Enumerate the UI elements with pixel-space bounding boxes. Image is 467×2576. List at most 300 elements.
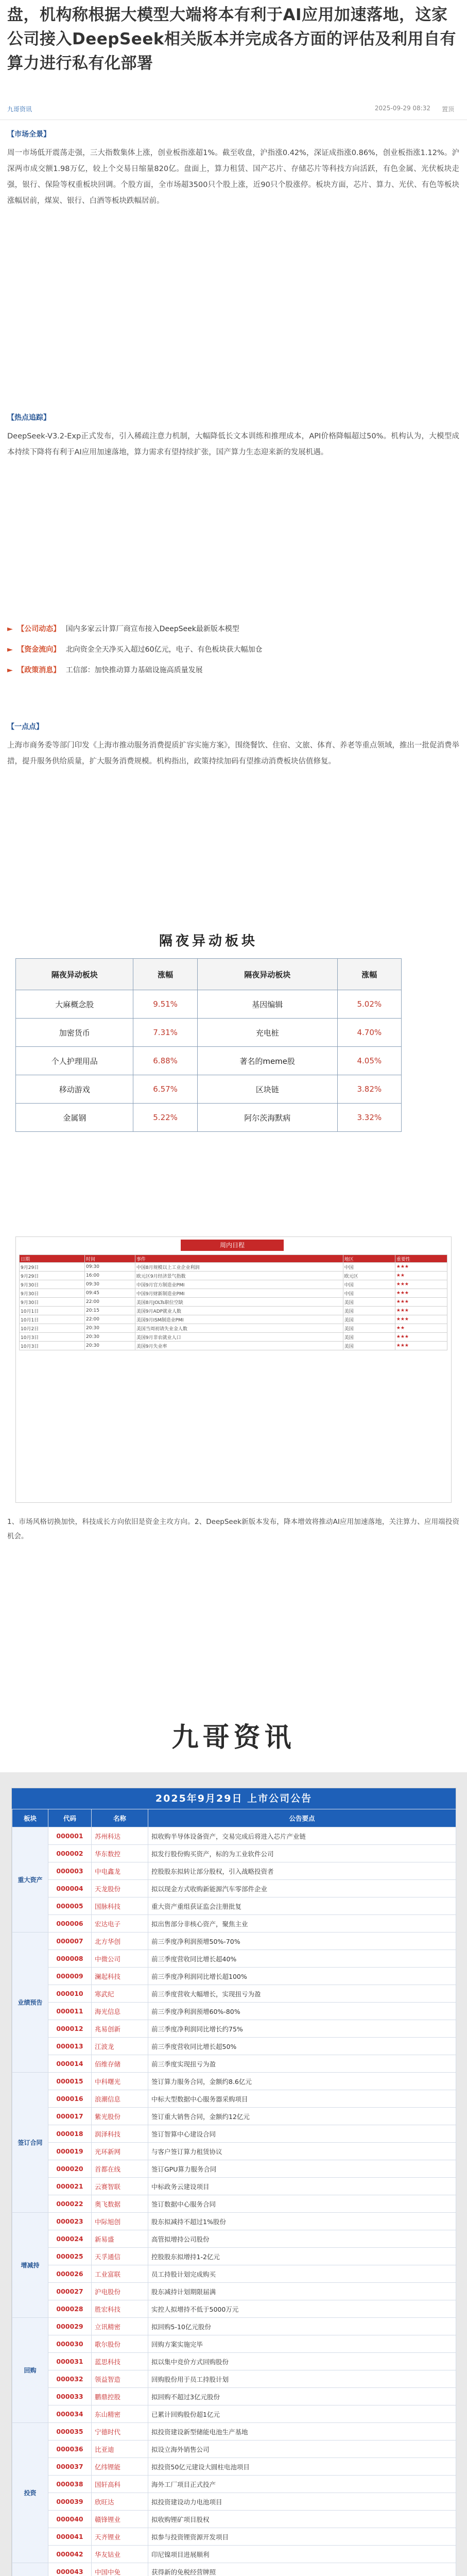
table-row — [20, 1342, 447, 1350]
table-row — [12, 2318, 456, 2335]
header-cell: 事件 — [135, 1255, 343, 1263]
stock-name[interactable]: 澜起科技 — [92, 1968, 148, 1985]
stock-code: 000018 — [48, 2125, 92, 2143]
announcement-text: 实控人拟增持不低于5000万元 — [148, 2300, 456, 2318]
table-row — [12, 2528, 456, 2546]
sector-name: 著名的meme股 — [197, 1047, 337, 1075]
stock-name[interactable]: 首都在线 — [92, 2160, 148, 2178]
announcement-calendar — [11, 1788, 456, 2576]
category-cell — [12, 2563, 48, 2576]
stock-name[interactable]: 蓝思科技 — [92, 2353, 148, 2370]
stock-name[interactable]: 浪潮信息 — [92, 2090, 148, 2108]
table-row — [12, 1933, 456, 1950]
stock-name[interactable]: 中电鑫龙 — [92, 1862, 148, 1880]
announcement-text: 与客户签订算力租赁协议 — [148, 2143, 456, 2160]
stock-code: 000025 — [48, 2248, 92, 2265]
header-cell: 日期 — [20, 1255, 85, 1263]
stock-code: 000031 — [48, 2353, 92, 2370]
stock-code: 000008 — [48, 1950, 92, 1968]
table-row — [20, 1333, 447, 1342]
sector-name: 移动游戏 — [16, 1075, 133, 1104]
stock-name[interactable]: 海光信息 — [92, 2003, 148, 2020]
sector-change: 7.31% — [133, 1019, 197, 1047]
stock-name[interactable]: 华友钴业 — [92, 2546, 148, 2563]
schedule-cell: 09:45 — [85, 1289, 135, 1298]
stock-code: 000034 — [48, 2405, 92, 2423]
header-cell: 涨幅 — [337, 959, 401, 990]
stock-code: 000042 — [48, 2546, 92, 2563]
sector-change: 9.51% — [133, 990, 197, 1019]
stock-code: 000011 — [48, 2003, 92, 2020]
header-cell: 重要性 — [395, 1255, 447, 1263]
table-header-row — [20, 1255, 447, 1263]
sector-table-card — [15, 927, 402, 1200]
schedule-cell: 10月1日 — [20, 1307, 85, 1315]
stock-name[interactable]: 国脉科技 — [92, 1897, 148, 1915]
category-cell: 回购 — [12, 2318, 48, 2423]
notice-head: 【一点点】 — [7, 723, 43, 731]
stock-code: 000043 — [48, 2563, 92, 2576]
table-row — [12, 2143, 456, 2160]
table-row — [12, 2160, 456, 2178]
schedule-cell: 9月29日 — [20, 1272, 85, 1280]
schedule-cell: 9月30日 — [20, 1280, 85, 1289]
schedule-cell: 中国 — [343, 1263, 395, 1272]
announcement-text: 员工持股计划完成购买 — [148, 2265, 456, 2283]
stock-code: 000027 — [48, 2283, 92, 2300]
announcement-text: 股东拟减持不超过1%股份 — [148, 2213, 456, 2230]
announcement-text: 前三季度营收同比增长超40% — [148, 1950, 456, 1968]
stock-name[interactable]: 润泽科技 — [92, 2125, 148, 2143]
schedule-cell: 9月29日 — [20, 1263, 85, 1272]
header-cell: 代码 — [48, 1809, 92, 1827]
table-header-row — [16, 959, 402, 990]
table-row — [20, 1289, 447, 1298]
announcement-text: 前三季度营收同比增长超50% — [148, 2038, 456, 2055]
sector-change: 5.02% — [337, 990, 401, 1019]
stock-name[interactable]: 国轩高科 — [92, 2476, 148, 2493]
table-row — [12, 1915, 456, 1933]
announcement-text: 回购方案实施完毕 — [148, 2335, 456, 2353]
header-cell: 隔夜异动板块 — [16, 959, 133, 990]
schedule-cell: 美国9月ISM制造业PMI — [135, 1315, 343, 1324]
table-row — [12, 2230, 456, 2248]
table-row — [12, 1827, 456, 1845]
stock-name[interactable]: 歌尔股份 — [92, 2335, 148, 2353]
stock-name[interactable]: 宏达电子 — [92, 1915, 148, 1933]
schedule-cell: 美国9月失业率 — [135, 1342, 343, 1350]
stock-name[interactable]: 中际旭创 — [92, 2213, 148, 2230]
announcement-text: 海外工厂项目正式投产 — [148, 2476, 456, 2493]
schedule-card — [15, 1236, 452, 1503]
stock-code: 000004 — [48, 1880, 92, 1897]
table-row — [12, 2476, 456, 2493]
schedule-cell: 20:30 — [85, 1324, 135, 1333]
section-head-hotspot: 【热点追踪】 — [7, 414, 50, 422]
table-row — [12, 1950, 456, 1968]
stock-name[interactable]: 立讯精密 — [92, 2318, 148, 2335]
stock-name[interactable]: 兆易创新 — [92, 2020, 148, 2038]
announcement-text: 拟收购锂矿项目股权 — [148, 2511, 456, 2528]
pin-badge: 置顶 — [441, 106, 454, 113]
table-row — [12, 1880, 456, 1897]
stock-code: 000009 — [48, 1968, 92, 1985]
stock-name[interactable]: 华东数控 — [92, 1845, 148, 1862]
stock-name[interactable]: 天孚通信 — [92, 2248, 148, 2265]
stock-code: 000037 — [48, 2458, 92, 2476]
announcement-text: 前三季度实现扭亏为盈 — [148, 2055, 456, 2073]
schedule-cell: ★★ — [395, 1272, 447, 1280]
stock-code: 000013 — [48, 2038, 92, 2055]
schedule-cell: ★★★ — [395, 1298, 447, 1307]
sector-change: 6.88% — [133, 1047, 197, 1075]
sector-table — [15, 958, 402, 1132]
schedule-cell: ★★★ — [395, 1315, 447, 1324]
stock-code: 000014 — [48, 2055, 92, 2073]
announcement-text: 拟以现金方式收购新能源汽车零部件企业 — [148, 1880, 456, 1897]
table-row — [12, 2195, 456, 2213]
schedule-cell: 20:30 — [85, 1342, 135, 1350]
table-row — [12, 2423, 456, 2441]
stock-name[interactable]: 东山精密 — [92, 2405, 148, 2423]
stock-name[interactable]: 中国中免 — [92, 2563, 148, 2576]
stock-name[interactable]: 北方华创 — [92, 1933, 148, 1950]
schedule-cell: 美国 — [343, 1298, 395, 1307]
table-row — [12, 2546, 456, 2563]
stock-code: 000022 — [48, 2195, 92, 2213]
table-row — [12, 1845, 456, 1862]
schedule-cell: 美国8月JOLTs职位空缺 — [135, 1298, 343, 1307]
section-body-hotspot: DeepSeek-V3.2-Exp正式发布，引入稀疏注意力机制，大幅降低长文本训练和推理成本，API价格降幅超过50%。机构认为，大模型成本持续下降将有利于AI应用加速落地，算力需求有望持续扩张，国产算力生态迎来新的发展机遇。 — [7, 432, 459, 456]
table-row — [12, 2125, 456, 2143]
category-cell: 增减持 — [12, 2213, 48, 2318]
stock-name[interactable]: 亿纬锂能 — [92, 2458, 148, 2476]
schedule-cell: 22:00 — [85, 1315, 135, 1324]
table-row — [12, 2003, 456, 2020]
table-row — [12, 2563, 456, 2576]
announcement-text: 签订GPU算力服务合同 — [148, 2160, 456, 2178]
table-row — [12, 2405, 456, 2423]
stock-code: 000021 — [48, 2178, 92, 2195]
schedule-cell: ★★★ — [395, 1307, 447, 1315]
stock-name[interactable]: 工业富联 — [92, 2265, 148, 2283]
summary-text: 1、市场风格切换加快，科技成长方向依旧是资金主攻方向。2、DeepSeek新版本发布，降本增效将推动AI应用加速落地，关注算力、应用端投资机会。 — [7, 1518, 459, 1540]
announcement-text: 拟投资50亿元建设大圆柱电池项目 — [148, 2458, 456, 2476]
stock-code: 000036 — [48, 2441, 92, 2458]
announcement-text: 印尼镍项目进展顺利 — [148, 2546, 456, 2563]
table-row — [12, 2248, 456, 2265]
table-row — [20, 1280, 447, 1289]
schedule-cell: 美国当周初请失业金人数 — [135, 1324, 343, 1333]
announcement-text: 控股股东拟增持1-2亿元 — [148, 2248, 456, 2265]
table-row — [12, 2055, 456, 2073]
schedule-cell: 10月1日 — [20, 1315, 85, 1324]
watermark-logo: 九哥资讯 — [171, 1722, 296, 1753]
table-row — [12, 2388, 456, 2405]
table-row — [12, 1968, 456, 1985]
stock-name[interactable]: 中微公司 — [92, 1950, 148, 1968]
stock-code: 000026 — [48, 2265, 92, 2283]
author-link[interactable]: 九哥资讯 — [7, 106, 32, 113]
schedule-cell: 09:30 — [85, 1280, 135, 1289]
schedule-cell: 10月3日 — [20, 1333, 85, 1342]
stock-name[interactable]: 光环新网 — [92, 2143, 148, 2160]
stock-code: 000030 — [48, 2335, 92, 2353]
stock-code: 000041 — [48, 2528, 92, 2546]
table-row — [12, 2353, 456, 2370]
stock-name[interactable]: 鹏鼎控股 — [92, 2388, 148, 2405]
stock-code: 000040 — [48, 2511, 92, 2528]
schedule-cell: 20:15 — [85, 1307, 135, 1315]
stock-name[interactable]: 胜宏科技 — [92, 2300, 148, 2318]
announcement-text: 拟以集中竞价方式回购股份 — [148, 2353, 456, 2370]
stock-code: 000003 — [48, 1862, 92, 1880]
table-row — [12, 2458, 456, 2476]
announcement-text: 拟参与投资锂资源开发项目 — [148, 2528, 456, 2546]
lead-tag: 【政策消息】 — [17, 666, 61, 674]
header-cell: 名称 — [92, 1809, 148, 1827]
stock-name[interactable]: 沪电股份 — [92, 2283, 148, 2300]
table-row — [12, 2020, 456, 2038]
stock-code: 000012 — [48, 2020, 92, 2038]
category-cell: 业绩预告 — [12, 1933, 48, 2073]
stock-code: 000024 — [48, 2230, 92, 2248]
header-cell: 公告要点 — [148, 1809, 456, 1827]
schedule-banner: 周内日程 — [181, 1240, 284, 1251]
arrow-icon: ► — [7, 625, 13, 633]
stock-name[interactable]: 欣旺达 — [92, 2493, 148, 2511]
stock-code: 000039 — [48, 2493, 92, 2511]
stock-code: 000002 — [48, 1845, 92, 1862]
stock-name[interactable]: 江波龙 — [92, 2038, 148, 2055]
table-row — [12, 2073, 456, 2090]
lead-item — [7, 644, 460, 655]
lead-text: 北向资金全天净买入超过60亿元，电子、有色板块获大幅加仓 — [65, 646, 263, 654]
table-row — [12, 2300, 456, 2318]
stock-name[interactable]: 天龙股份 — [92, 1880, 148, 1897]
lead-item — [7, 665, 460, 676]
announcement-text: 前三季度净利润预增60%-80% — [148, 2003, 456, 2020]
table-row — [12, 2038, 456, 2055]
announcement-text: 签订数据中心服务合同 — [148, 2195, 456, 2213]
announcement-text: 中标大型数据中心服务器采购项目 — [148, 2090, 456, 2108]
schedule-cell: 09:30 — [85, 1263, 135, 1272]
table-row — [12, 2370, 456, 2388]
table-row — [12, 2335, 456, 2353]
stock-code: 000028 — [48, 2300, 92, 2318]
sector-name: 金属钢 — [16, 1104, 133, 1132]
stock-name[interactable]: 佰维存储 — [92, 2055, 148, 2073]
schedule-cell: 中国9月官方制造业PMI — [135, 1280, 343, 1289]
table-row — [20, 1315, 447, 1324]
category-cell: 签订合同 — [12, 2073, 48, 2213]
lead-tag: 【资金流向】 — [17, 646, 61, 654]
header-cell: 时间 — [85, 1255, 135, 1263]
table-row — [12, 2511, 456, 2528]
schedule-cell: 美国9月非农就业人口 — [135, 1333, 343, 1342]
table-row — [20, 1263, 447, 1272]
section-head-market: 【市场全景】 — [7, 130, 50, 139]
notice-body: 上海市商务委等部门印发《上海市推动服务消费提质扩容实施方案》，围绕餐饮、住宿、文旅、体育、养老等重点领域，推出一批促消费举措，提升服务供给质量，扩大服务消费规模。机构指出，政策持续加码有望推动消费板块估值修复。 — [7, 741, 459, 766]
sector-name: 加密货币 — [16, 1019, 133, 1047]
announcement-text: 前三季度净利润预增50%-70% — [148, 1933, 456, 1950]
announcement-text: 高管拟增持公司股份 — [148, 2230, 456, 2248]
schedule-cell: 中国 — [343, 1289, 395, 1298]
announcement-text: 签订算力服务合同，金额约8.6亿元 — [148, 2073, 456, 2090]
schedule-cell: 美国 — [343, 1324, 395, 1333]
table-row — [16, 990, 402, 1019]
announcement-text: 获得新的免税经营牌照 — [148, 2563, 456, 2576]
table-row — [12, 2265, 456, 2283]
schedule-cell: 9月30日 — [20, 1298, 85, 1307]
announcement-text: 签订重大销售合同，金额约12亿元 — [148, 2108, 456, 2125]
schedule-cell: ★★★ — [395, 1342, 447, 1350]
schedule-cell: ★★★ — [395, 1263, 447, 1272]
stock-code: 000029 — [48, 2318, 92, 2335]
table-row — [12, 2283, 456, 2300]
announcement-text: 重大资产重组获证监会注册批复 — [148, 1897, 456, 1915]
stock-code: 000016 — [48, 2090, 92, 2108]
stock-name[interactable]: 苏州科达 — [92, 1827, 148, 1845]
stock-name[interactable]: 新易盛 — [92, 2230, 148, 2248]
section-body-market: 周一市场低开震荡走强，三大指数集体上涨，创业板指涨超1%。截至收盘，沪指涨0.42%，深证成指涨0.86%，创业板指涨1.12%。沪深两市成交额1.98万亿，较上个交易日缩量820亿。盘面上，算力租赁、国产芯片、存储芯片等科技方向活跃，有色金属、光伏板块走强，银行、保险等权重板块回调。个股方面，全市场超3500只个股上涨，近90只个股涨停。板块方面，芯片、算力、光伏、有色等板块涨幅居前，煤炭、银行、白酒等板块跌幅居前。 — [7, 149, 459, 205]
header-cell: 板块 — [12, 1809, 48, 1827]
stock-name[interactable]: 云赛智联 — [92, 2178, 148, 2195]
announcement-text: 拟发行股份购买资产，标的为工业软件公司 — [148, 1845, 456, 1862]
stock-code: 000006 — [48, 1915, 92, 1933]
header-cell: 隔夜异动板块 — [197, 959, 337, 990]
stock-code: 000020 — [48, 2160, 92, 2178]
table-row — [16, 1075, 402, 1104]
stock-code: 000032 — [48, 2370, 92, 2388]
table-row — [12, 2441, 456, 2458]
sector-change: 4.70% — [337, 1019, 401, 1047]
sector-change: 6.57% — [133, 1075, 197, 1104]
schedule-cell: 欧元区9月经济景气指数 — [135, 1272, 343, 1280]
announcement-text: 股东减持计划期限届满 — [148, 2283, 456, 2300]
lead-text: 工信部：加快推动算力基础设施高质量发展 — [65, 666, 203, 674]
category-cell: 重大资产 — [12, 1827, 48, 1933]
announcement-text: 拟出售部分非核心资产，聚焦主业 — [148, 1915, 456, 1933]
stock-name[interactable]: 比亚迪 — [92, 2441, 148, 2458]
table-row — [12, 1862, 456, 1880]
stock-name[interactable]: 中科曙光 — [92, 2073, 148, 2090]
announcement-text: 控股股东拟转让部分股权，引入战略投资者 — [148, 1862, 456, 1880]
announcement-text: 前三季度净利润同比增长约75% — [148, 2020, 456, 2038]
table-row — [12, 2213, 456, 2230]
announcement-text: 签订智算中心建设合同 — [148, 2125, 456, 2143]
table-row — [12, 1897, 456, 1915]
header-cell: 涨幅 — [133, 959, 197, 990]
stock-name[interactable]: 紫光股份 — [92, 2108, 148, 2125]
sector-name: 区块链 — [197, 1075, 337, 1104]
stock-name[interactable]: 寒武纪 — [92, 1985, 148, 2003]
category-cell: 投资 — [12, 2423, 48, 2563]
announcement-text: 中标政务云建设项目 — [148, 2178, 456, 2195]
table-row — [20, 1272, 447, 1280]
sector-name: 充电桩 — [197, 1019, 337, 1047]
lead-item — [7, 623, 460, 635]
announcement-text: 前三季度营收大幅增长，实现扭亏为盈 — [148, 1985, 456, 2003]
announcement-text: 已累计回购股份超1亿元 — [148, 2405, 456, 2423]
announcement-text: 前三季度净利润同比增长超100% — [148, 1968, 456, 1985]
announcement-text: 回购股份用于员工持股计划 — [148, 2370, 456, 2388]
stock-code: 000038 — [48, 2476, 92, 2493]
announcement-text: 拟回购5-10亿元股份 — [148, 2318, 456, 2335]
stock-code: 000023 — [48, 2213, 92, 2230]
sector-change: 3.32% — [337, 1104, 401, 1132]
calendar-title: 2025年9月29日 上市公司公告 — [12, 1788, 456, 1809]
stock-code: 000007 — [48, 1933, 92, 1950]
calendar-table — [12, 1809, 456, 2576]
article-headline: 盘，机构称根据大模型大端将本有利于AI应用加速落地，这家公司接入DeepSeek相关版本并完成各方面的评估及利用自有算力进行私有化部署 — [7, 6, 456, 73]
stock-name[interactable]: 赣锋锂业 — [92, 2511, 148, 2528]
schedule-cell: 美国9月ADP就业人数 — [135, 1307, 343, 1315]
sector-change: 4.05% — [337, 1047, 401, 1075]
stock-name[interactable]: 天齐锂业 — [92, 2528, 148, 2546]
schedule-cell: 22:00 — [85, 1298, 135, 1307]
stock-name[interactable]: 奥飞数据 — [92, 2195, 148, 2213]
lead-text: 国内多家云计算厂商宣布接入DeepSeek最新版本模型 — [65, 625, 239, 633]
schedule-cell: 欧元区 — [343, 1272, 395, 1280]
schedule-cell: 中国 — [343, 1280, 395, 1289]
table-row — [12, 2108, 456, 2125]
sector-change: 3.82% — [337, 1075, 401, 1104]
table-row — [16, 1019, 402, 1047]
table-row — [12, 2493, 456, 2511]
schedule-cell: ★★★ — [395, 1280, 447, 1289]
schedule-cell: 9月30日 — [20, 1289, 85, 1298]
sector-name: 个人护理用品 — [16, 1047, 133, 1075]
stock-code: 000033 — [48, 2388, 92, 2405]
schedule-cell: ★★★ — [395, 1333, 447, 1342]
table-row — [12, 1985, 456, 2003]
schedule-cell: 中国9月财新制造业PMI — [135, 1289, 343, 1298]
arrow-icon: ► — [7, 666, 13, 674]
sector-name: 基因编辑 — [197, 990, 337, 1019]
stock-name[interactable]: 领益智造 — [92, 2370, 148, 2388]
schedule-cell: 16:00 — [85, 1272, 135, 1280]
header-cell: 地区 — [343, 1255, 395, 1263]
table-row — [20, 1298, 447, 1307]
schedule-table — [19, 1255, 447, 1350]
announcement-text: 拟回购不超过3亿元股份 — [148, 2388, 456, 2405]
stock-code: 000015 — [48, 2073, 92, 2090]
schedule-cell: ★★ — [395, 1324, 447, 1333]
stock-code: 000001 — [48, 1827, 92, 1845]
announcement-text: 拟收购半导体设备资产，交易完成后将进入芯片产业链 — [148, 1827, 456, 1845]
schedule-cell: 美国 — [343, 1315, 395, 1324]
stock-code: 000035 — [48, 2423, 92, 2441]
stock-code: 000017 — [48, 2108, 92, 2125]
lead-tag: 【公司动态】 — [17, 625, 61, 633]
stock-code: 000019 — [48, 2143, 92, 2160]
schedule-cell: 中国8月规模以上工业企业利润 — [135, 1263, 343, 1272]
sector-name: 大麻概念股 — [16, 990, 133, 1019]
stock-code: 000010 — [48, 1985, 92, 2003]
sector-name: 阿尔茨海默病 — [197, 1104, 337, 1132]
announcement-text: 拟投资建设动力电池项目 — [148, 2493, 456, 2511]
schedule-cell: 10月2日 — [20, 1324, 85, 1333]
announcement-text: 拟设立海外销售公司 — [148, 2441, 456, 2458]
announcement-text: 拟投资建设新型储能电池生产基地 — [148, 2423, 456, 2441]
stock-name[interactable]: 宁德时代 — [92, 2423, 148, 2441]
schedule-cell: 10月3日 — [20, 1342, 85, 1350]
sector-change: 5.22% — [133, 1104, 197, 1132]
schedule-cell: 20:30 — [85, 1333, 135, 1342]
table-row — [12, 2090, 456, 2108]
table-row — [16, 1047, 402, 1075]
